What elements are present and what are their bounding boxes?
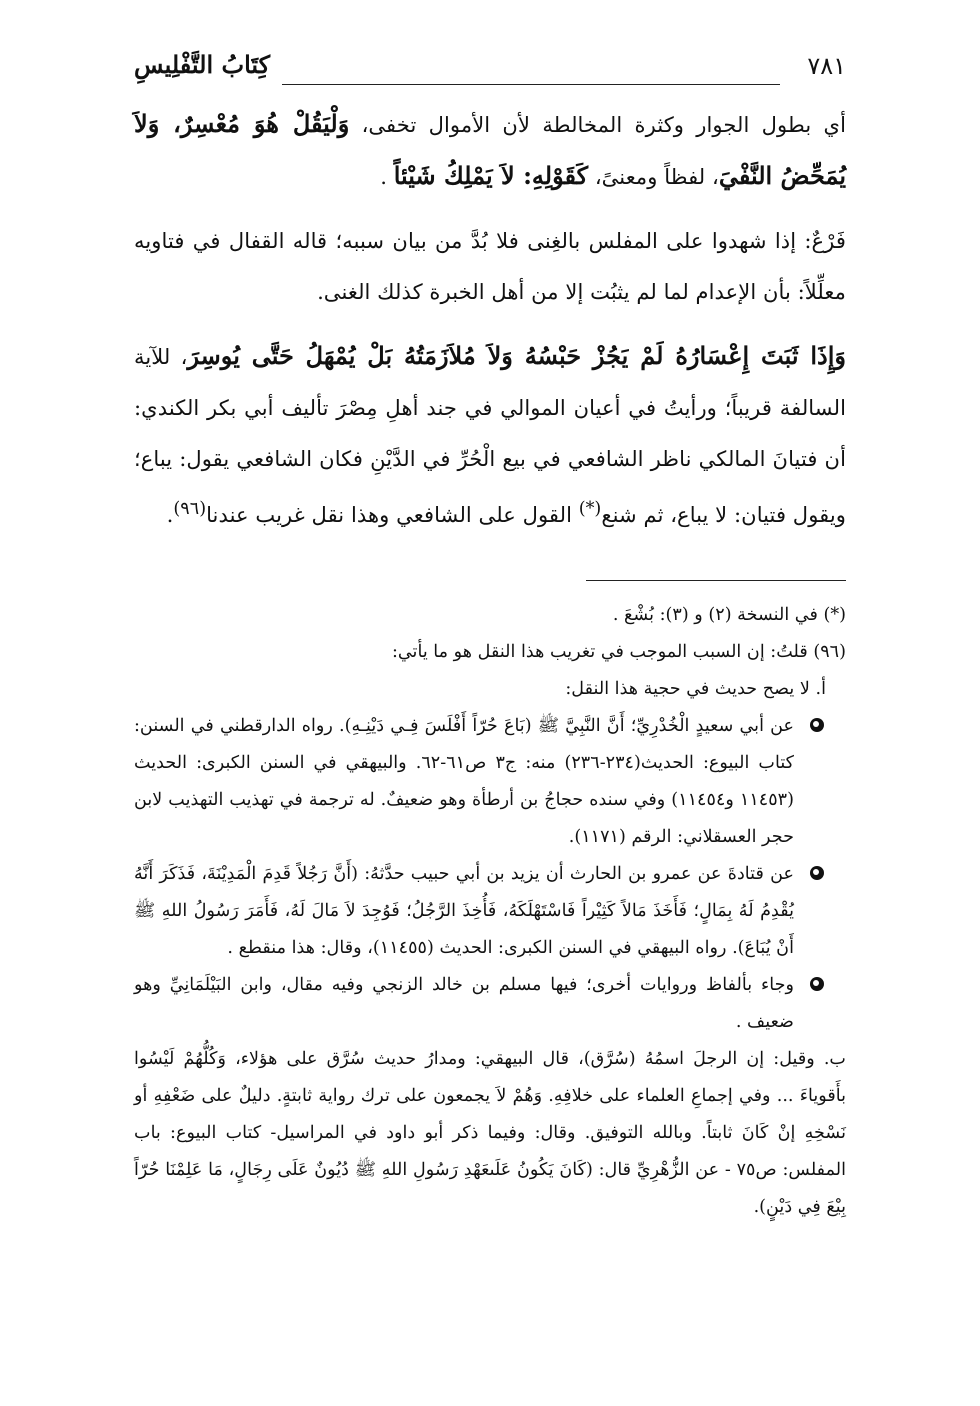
bullet-3-text: وجاء بألفاظ وروايات أخرى؛ فيها مسلم بن خالد الزنجي وفيه مقال، وابن البَيْلَمَانِيِّ وهو ضعيف .: [134, 975, 794, 1033]
footnote-bullet-3: [134, 967, 846, 1041]
footnote-item-a: أ. لا يصح حديث في حجية هذا النقل:: [565, 679, 826, 700]
footnote-bullet-1: [134, 708, 846, 856]
main-text: [134, 98, 846, 540]
footnote-item-b: ب. وقيل: إن الرجلَ اسمُهُ (سُرَّق)، قال البيهقي: ومدارُ حديث سُرَّق على هؤلاء، وَكُلُّهُمْ لَيْسُوا بأَقوياءَ ... وفي إجماعِ العلماء على خلافِهِ. وَهُمْ لاَ يجمعون على ترك رواية ثابتةٍ. دليلٌ على ضَعْفِهِ أو نَسْخِهِ إنْ كَانَ ثابتاً. وبالله التوفيق. وقال: وفيما ذكر أبو داود في المراسيل- كتاب البيوع: باب المفلس: ص٧٥ - عن الزُّهْرِيِّ قال: (كَانَ يَكُونُ عَلَىعَهْدِ رَسُولِ اللهِ ﷺ دُيُونٌ عَلَى رِجَالٍ، مَا عَلِمْنَا حُرّاً بِيْعَ فِي دَيْنٍ).: [134, 1049, 846, 1218]
paragraph-1: [134, 98, 846, 202]
footnote-ref-star: (*): [578, 499, 602, 519]
footnote-star: (*) في النسخة (٢) و (٣): بُشْعَ .: [612, 605, 846, 626]
bullet-1-text: عن أبي سعيدٍ الْخُدْرِيِّ؛ أَنَّ النَّبِيَّ ﷺ (بَاعَ حُرّاً أَفْلَسَ فِـي دَيْنِـهِ). رواه الدارقطني في السنن: كتاب البيوع: الحديث(٢٣٤-٢٣٦) منه: ج٣ ص٦١-٦٢. والبيهقي في السنن الكبرى: الحديث (١١٤٥٣ و١١٤٥٤) وفي سنده حجاجُ بن أرطأة وهو ضعيفٌ. له ترجمة في تهذيب التهذيب لابن حجر العسقلاني: الرقم (١١٧١).: [134, 716, 794, 848]
p3-text-c: .: [166, 502, 174, 528]
p3-matn: وَإِذَا ثَبَتَ إِعْسَارُهُ لَمْ يَجُزْ حَبْسُهُ وَلاَ مُلاَزَمَتُهُ بَلْ يُمْهَلُ حَتَّى يُوسِرَ: [187, 341, 847, 370]
footnote-96: (٩٦) قلتُ: إن السبب الموجب في تغريب هذا النقل هو ما يأتي:: [391, 642, 846, 663]
p1-matn-a: وَلْيَقُلْ هُوَ مُعْسِرٌ، وَلاَ يُمَحِّضُ النَّفْيَ: [134, 109, 846, 190]
footnote-separator: [586, 580, 846, 581]
footnotes: [134, 597, 846, 1226]
footnote-ref-96: (٩٦): [173, 499, 207, 519]
footnote-bullet-2: [134, 856, 846, 967]
running-title: كِتَابُ التَّفْلِيسِ: [134, 50, 271, 79]
page-number: ٧٨١: [807, 52, 846, 80]
p1-matn-b: كَقَوْلِهِ: لاَ يَمْلِكُ شَيْئاً: [393, 161, 589, 190]
header-rule: [282, 84, 780, 85]
paragraph-2: فَرْعٌ: إذا شهدوا على المفلس بالغِنى فلا بُدَّ من بيان سببه؛ قاله القفال في فتاويه معلِّلاً: بأن الإعدام لما لم يثبُت إلا من أهل الخبرة كذلك الغنى.: [134, 228, 846, 304]
p1-text-c: .: [380, 164, 394, 189]
paragraph-3: [134, 330, 846, 540]
p3-text-b: القول على الشافعي وهذا نقل غريب عندنا: [206, 502, 579, 528]
bullet-icon: [810, 718, 824, 732]
p3-text-a: ، للآية السالفة قريباً؛ ورأيتُ في أعيان الموالي في جند أهلِ مِصْرَ تأليف أبي بكر الكندي: أن فتيانَ المالكي ناظر الشافعي في بيع الْحُرِّ في الدَّيْنِ فكان الشافعي يقول: يباع؛ ويقول فتيان: لا يباع، ثم شنع: [134, 344, 846, 528]
bullet-icon: [810, 866, 824, 880]
bullet-2-text: عن قتادةَ عن عمرو بن الحارث أن يزيد بن أبي حبيب حدَّثهُ: (أَنَّ رَجُلاً قَدِمَ الْمَدِيْنَةَ، فَذَكَرَ أَنَّهُ يُقْدِمُ لَهُ بِمَالٍ؛ فَأَخَذَ مَالاً كَثِيْراً فَاسْتَهْلَكَهُ، فَأُخِذَ الرَّجُلُ؛ فَوُجِدَ لاَ مَالَ لَهُ، فَأَمَرَ رَسُولُ اللهِ ﷺ أَنْ يُبَاعَ). رواه البيهقي في السنن الكبرى: الحديث (١١٤٥٥)، وقال: هذا منقطع .: [134, 864, 794, 959]
p1-text-a: أي بطول الجوار وكثرة المخالطة لأن الأموال تخفى،: [349, 112, 846, 137]
p1-text-b: ، لفظاً ومعنىً،: [588, 164, 719, 189]
bullet-icon: [810, 977, 824, 991]
page-header: [134, 52, 846, 98]
